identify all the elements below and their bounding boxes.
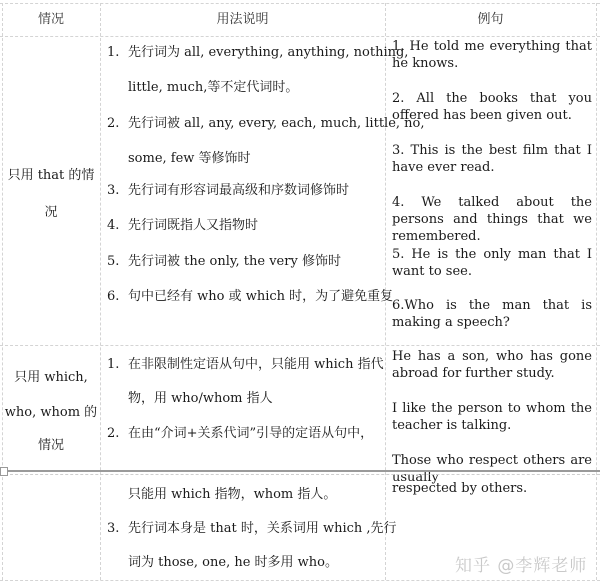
- usage-line: some, few 等修饰时: [128, 151, 251, 166]
- header-situation: 情况: [37, 12, 64, 27]
- usage-num: 1.: [107, 357, 120, 372]
- situation-which-line3: 情况: [37, 438, 64, 453]
- example-sentence: 1. He told me everything that he knows.: [392, 39, 592, 71]
- situation-that-line1: 只用 that 的情: [7, 168, 95, 183]
- usage-line: 先行词被 all, any, every, each, much, little, no,: [128, 116, 425, 131]
- table-top-border: [0, 3, 600, 4]
- usage-line: 物，用 who/whom 指人: [128, 391, 273, 406]
- header-usage: 用法说明: [216, 12, 269, 27]
- usage-line: 先行词为 all, everything, anything, nothing,: [128, 45, 409, 60]
- example-sentence: 3. This is the best film that I have ever read.: [392, 143, 592, 175]
- situation-which-line2: who, whom 的: [4, 405, 98, 420]
- usage-num: 3.: [107, 183, 120, 198]
- usage-num: 2.: [107, 426, 120, 441]
- usage-line: little, much,等不定代词时。: [128, 80, 299, 95]
- usage-line: 先行词既指人又指物时: [128, 218, 259, 233]
- page-break-line: [0, 470, 600, 472]
- example-sentence: 4. We talked about the persons and things that we remembered.: [392, 195, 592, 244]
- usage-line: 在非限制性定语从句中，只能用 which 指代: [128, 357, 384, 372]
- header-bottom-border: [0, 36, 600, 37]
- usage-line: 句中已经有 who 或 which 时，为了避免重复: [128, 289, 394, 304]
- usage-num: 3.: [107, 521, 120, 536]
- watermark: 知乎 @李辉老师: [455, 556, 588, 576]
- usage-num: 6.: [107, 289, 120, 304]
- header-example: 例句: [477, 12, 504, 27]
- usage-num: 1.: [107, 45, 120, 60]
- usage-num: 2.: [107, 116, 120, 131]
- usage-line: 在由“介词+关系代词”引导的定语从句中，: [128, 426, 374, 441]
- example-sentence: Those who respect others are usually: [392, 453, 592, 485]
- table-left-border: [2, 3, 3, 580]
- row-divider: [0, 345, 600, 346]
- usage-line: 词为 those, one, he 时多用 who。: [128, 555, 338, 570]
- usage-num: 4.: [107, 218, 120, 233]
- example-sentence: 2. All the books that you offered has been given out.: [392, 91, 592, 123]
- usage-num: 5.: [107, 254, 120, 269]
- situation-that-line2: 况: [44, 205, 58, 220]
- usage-line: 先行词有形容词最高级和序数词修饰时: [128, 183, 350, 198]
- example-sentence: 5. He is the only man that I want to see.: [392, 247, 592, 279]
- situation-which-line1: 只用 which,: [14, 370, 88, 385]
- usage-line: 先行词本身是 that 时，关系词用 which ,先行: [128, 521, 397, 536]
- example-sentence: respected by others.: [392, 481, 528, 496]
- usage-line: 只能用 which 指物，whom 指人。: [128, 487, 337, 502]
- usage-line: 先行词被 the only, the very 修饰时: [128, 254, 341, 269]
- column-divider-1: [100, 3, 101, 580]
- table-bottom-border: [0, 580, 600, 581]
- example-sentence: He has a son, who has gone abroad for further study.: [392, 349, 592, 381]
- table-resize-handle[interactable]: [0, 467, 8, 476]
- example-sentence: 6.Who is the man that is making a speech?: [392, 298, 592, 330]
- table-right-border: [596, 3, 597, 580]
- example-sentence: I like the person to whom the teacher is talking.: [392, 401, 592, 433]
- page-break-border: [0, 474, 600, 475]
